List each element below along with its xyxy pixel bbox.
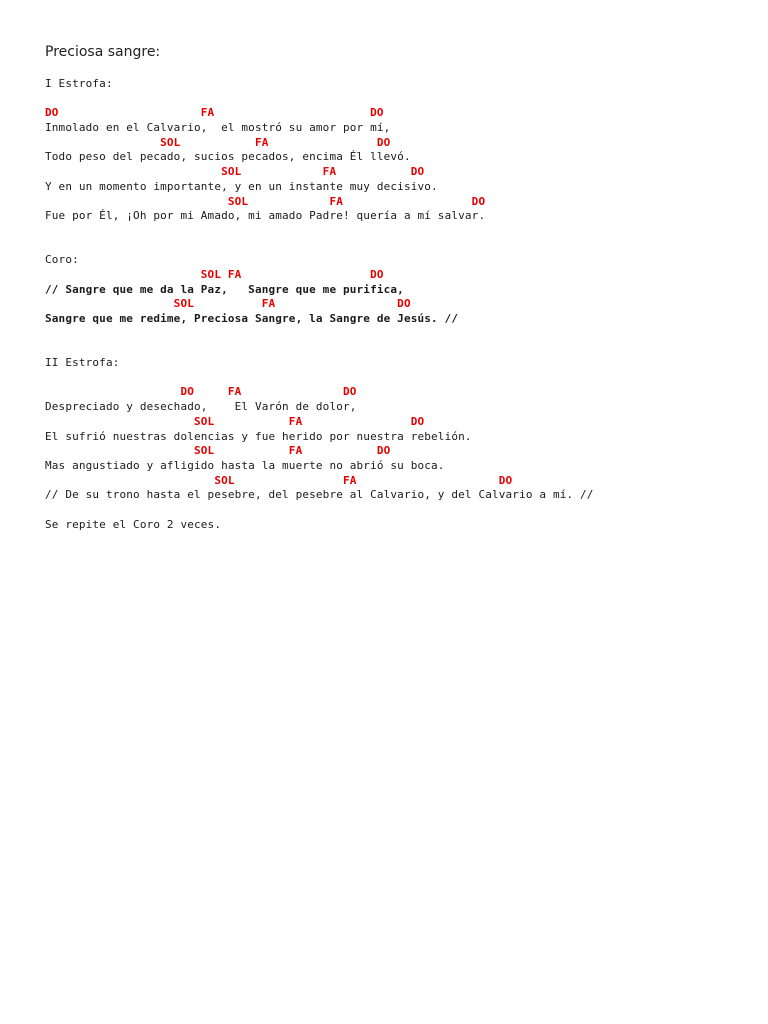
chord-line: SOL FA DO [45, 267, 384, 281]
lyric-line: Y en un momento importante, y en un instante muy decisivo. [45, 179, 438, 193]
lyric-line: Fue por Él, ¡Oh por mi Amado, mi amado Padre! quería a mí salvar. [45, 209, 486, 223]
blank-line [45, 224, 594, 239]
blank-line [45, 92, 594, 107]
chord-line: SOL FA DO [45, 414, 425, 428]
lyrics-block [45, 77, 594, 532]
lyric-line: El sufrió nuestras dolencias y fue herido por nuestra rebelión. [45, 429, 472, 443]
blank-line [45, 327, 594, 342]
chord-line: SOL FA DO [45, 135, 391, 149]
lyric-line: II Estrofa: [45, 356, 120, 370]
lyric-line: Se repite el Coro 2 veces. [45, 517, 222, 531]
lyric-line: Inmolado en el Calvario, el mostró su amor por mí, [45, 121, 391, 135]
blank-line [45, 239, 594, 254]
blank-line [45, 503, 594, 518]
chord-line: SOL FA DO [45, 194, 486, 208]
chord-line: SOL FA DO [45, 444, 391, 458]
chorus-lyric-line: // Sangre que me da la Paz, Sangre que me purifica, [45, 282, 404, 296]
chord-line: DO FA DO [45, 385, 357, 399]
chord-line: SOL FA DO [45, 165, 425, 179]
chord-line: DO FA DO [45, 106, 384, 120]
song-title: Preciosa sangre: [45, 44, 161, 60]
blank-line [45, 341, 594, 356]
lyric-line: Despreciado y desechado, El Varón de dolor, [45, 400, 357, 414]
lyric-line: Mas angustiado y afligido hasta la muerte no abrió su boca. [45, 458, 445, 472]
chord-line: SOL FA DO [45, 473, 513, 487]
lyric-line: Todo peso del pecado, sucios pecados, encima Él llevó. [45, 150, 411, 164]
lyric-line: // De su trono hasta el pesebre, del pesebre al Calvario, y del Calvario a mí. // [45, 488, 594, 502]
lyric-line: Coro: [45, 253, 79, 267]
chord-line: SOL FA DO [45, 297, 411, 311]
chorus-lyric-line: Sangre que me redime, Preciosa Sangre, la Sangre de Jesús. // [45, 312, 459, 325]
lyric-line: I Estrofa: [45, 77, 113, 90]
blank-line [45, 371, 594, 386]
